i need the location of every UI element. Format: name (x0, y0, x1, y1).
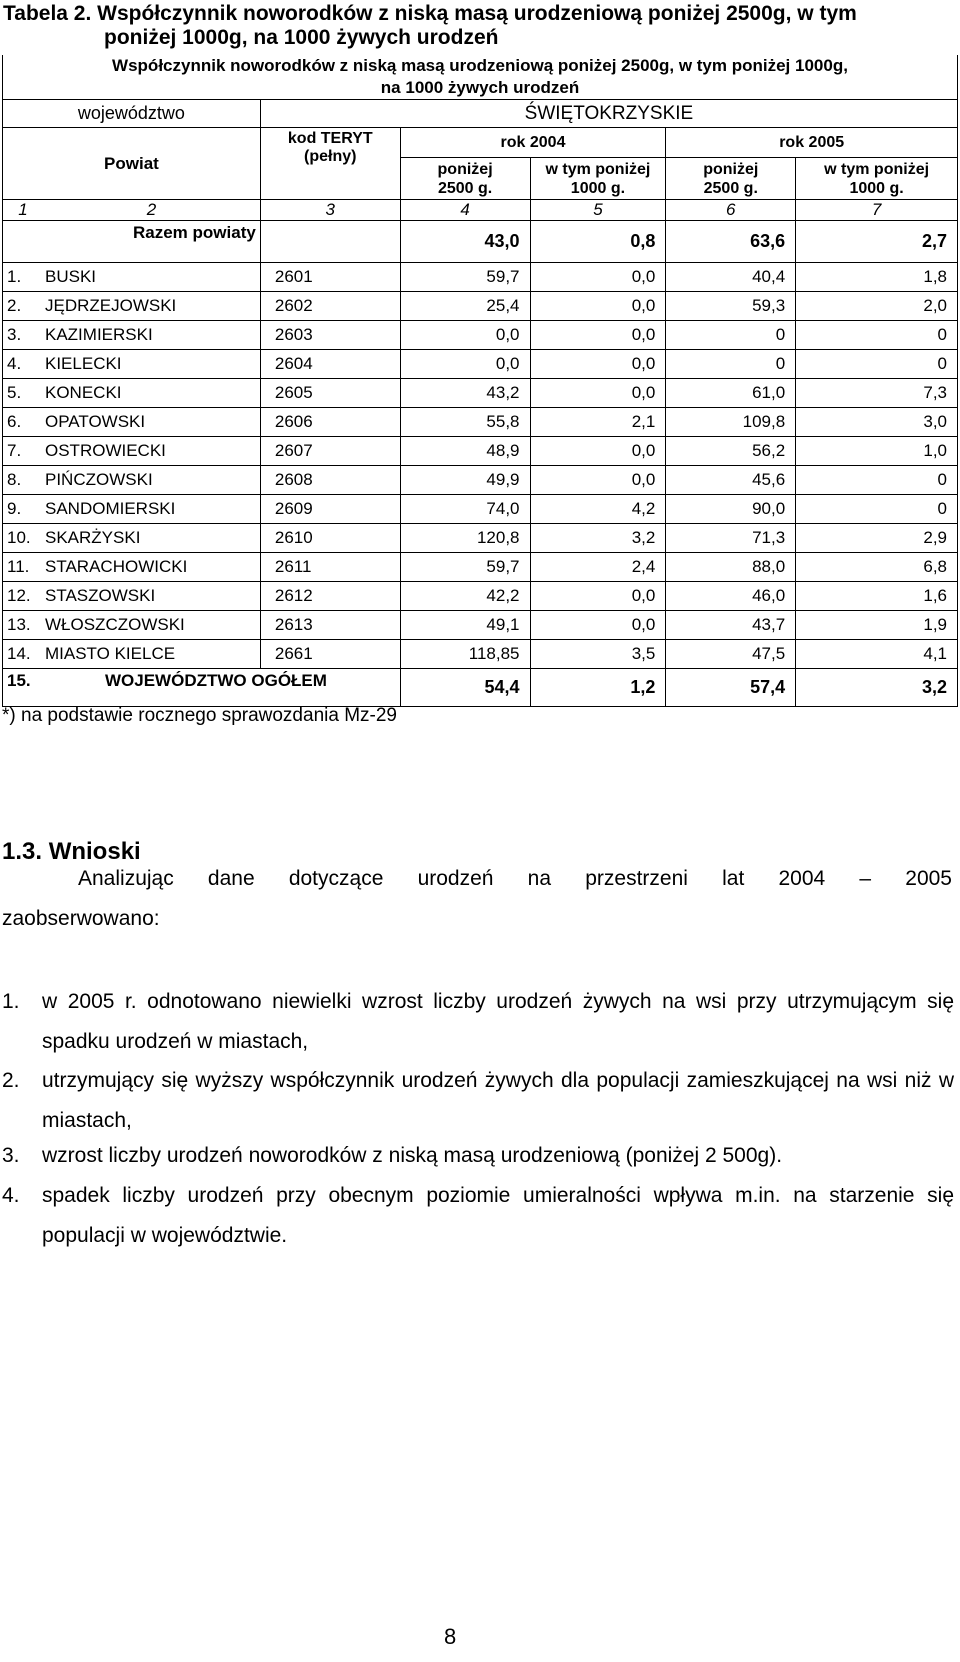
conclusion-number: 4. (2, 1184, 20, 1207)
value-2004-below-1000: 0,0 (530, 582, 666, 611)
value-2004-below-1000: 0,0 (530, 292, 666, 321)
conclusion-text: spadek liczby urodzeń przy obecnym poziomie umieralności wpływa m.in. na starzenie się populacji w województwie. (42, 1184, 954, 1247)
value-2005-below-2500: 109,8 (666, 408, 796, 437)
district-cell (3, 379, 261, 408)
value-2005-below-2500: 46,0 (666, 582, 796, 611)
value-2004-below-2500: 49,1 (400, 611, 530, 640)
district-cell (3, 321, 261, 350)
district-cell (3, 611, 261, 640)
value-2005-below-1000: 1,0 (796, 437, 958, 466)
value-2004-below-1000: 0,0 (530, 466, 666, 495)
table-row (3, 524, 958, 553)
row-number: 5. (7, 383, 22, 402)
column-index: 3 (260, 200, 400, 221)
value-2005-below-1000: 0 (796, 321, 958, 350)
table-row (3, 495, 958, 524)
grand-total-number: 15. (7, 671, 31, 690)
value-2004-below-2500: 120,8 (400, 524, 530, 553)
value-2004-below-2500: 42,2 (400, 582, 530, 611)
sub-header-line: poniżej (703, 160, 759, 178)
sub-header-2005-below-2500 (666, 158, 796, 200)
value-2005-below-2500: 56,2 (666, 437, 796, 466)
teryt-code: 2613 (260, 611, 400, 640)
sub-header-line: 1000 g. (570, 179, 626, 197)
district-cell (3, 524, 261, 553)
column-index-row (3, 200, 958, 221)
row-number: 13. (7, 615, 31, 634)
intro-line-1: Analizując dane dotyczące urodzeń na przestrzeni lat 2004 – 2005 (78, 867, 952, 890)
district-name: PIŃCZOWSKI (45, 470, 153, 489)
row-number: 14. (7, 644, 31, 663)
row-number: 8. (7, 470, 22, 489)
row-number: 6. (7, 412, 22, 431)
year-2004-header: rok 2004 (400, 128, 666, 158)
district-name: STASZOWSKI (45, 586, 156, 605)
row-number: 12. (7, 586, 31, 605)
value-2004-below-2500: 43,2 (400, 379, 530, 408)
teryt-code: 2601 (260, 263, 400, 292)
data-table (2, 55, 958, 707)
district-cell (3, 263, 261, 292)
sub-header-2004-below-1000 (530, 158, 666, 200)
grand-total-label-cell (3, 669, 401, 707)
table-caption (0, 2, 960, 50)
row-number: 7. (7, 441, 22, 460)
value-2004-below-1000: 0,0 (530, 611, 666, 640)
value-2005-below-2500: 90,0 (666, 495, 796, 524)
total-v1: 43,0 (400, 221, 530, 263)
district-cell (3, 582, 261, 611)
value-2004-below-1000: 0,0 (530, 379, 666, 408)
value-2005-below-2500: 40,4 (666, 263, 796, 292)
column-index-cell (3, 200, 261, 221)
conclusion-item (2, 1061, 954, 1141)
table-row (3, 321, 958, 350)
caption-line-2: poniżej 1000g, na 1000 żywych urodzeń (104, 26, 499, 49)
table-row (3, 582, 958, 611)
section-title: 1.3. Wnioski (2, 838, 141, 865)
table-title-line-2: na 1000 żywych urodzeń (380, 78, 580, 97)
sub-header-2005-below-1000 (796, 158, 958, 200)
conclusion-number: 1. (2, 990, 20, 1013)
conclusion-text: wzrost liczby urodzeń noworodków z niską masą urodzeniową (poniżej 2 500g). (42, 1144, 783, 1167)
teryt-header-line-1: kod TERYT (287, 130, 373, 147)
value-2004-below-1000: 0,0 (530, 263, 666, 292)
grand-total-row (3, 669, 958, 707)
district-name: KIELECKI (45, 354, 122, 373)
value-2005-below-2500: 88,0 (666, 553, 796, 582)
year-2005-header: rok 2005 (666, 128, 958, 158)
value-2004-below-2500: 49,9 (400, 466, 530, 495)
table-row (3, 553, 958, 582)
value-2005-below-1000: 1,6 (796, 582, 958, 611)
value-2004-below-2500: 74,0 (400, 495, 530, 524)
value-2004-below-1000: 0,0 (530, 350, 666, 379)
district-cell (3, 408, 261, 437)
table-row (3, 379, 958, 408)
conclusion-number: 2. (2, 1069, 20, 1092)
table-row (3, 350, 958, 379)
teryt-code: 2605 (260, 379, 400, 408)
district-name: WŁOSZCZOWSKI (45, 615, 185, 634)
table-row (3, 437, 958, 466)
row-number: 10. (7, 528, 31, 547)
sub-header-2004-below-2500 (400, 158, 530, 200)
column-index: 1 (18, 200, 28, 219)
caption-line-1: Tabela 2. Współczynnik noworodków z niską masą urodzeniową poniżej 2500g, w tym (3, 2, 857, 25)
value-2005-below-1000: 3,0 (796, 408, 958, 437)
teryt-code: 2608 (260, 466, 400, 495)
teryt-code: 2606 (260, 408, 400, 437)
value-2004-below-2500: 59,7 (400, 553, 530, 582)
district-cell (3, 466, 261, 495)
total-row (3, 221, 958, 263)
table-row (3, 292, 958, 321)
value-2005-below-2500: 43,7 (666, 611, 796, 640)
value-2005-below-2500: 71,3 (666, 524, 796, 553)
value-2004-below-2500: 118,85 (400, 640, 530, 669)
sub-header-line: poniżej (437, 160, 493, 178)
column-index: 7 (796, 200, 958, 221)
district-rows (3, 263, 958, 669)
teryt-code: 2604 (260, 350, 400, 379)
district-cell (3, 437, 261, 466)
grand-total-v3: 57,4 (666, 669, 796, 707)
district-cell (3, 495, 261, 524)
value-2004-below-1000: 3,2 (530, 524, 666, 553)
grand-total-v4: 3,2 (796, 669, 958, 707)
value-2004-below-2500: 55,8 (400, 408, 530, 437)
value-2004-below-1000: 2,1 (530, 408, 666, 437)
district-name: KONECKI (45, 383, 122, 402)
column-index: 2 (146, 200, 157, 219)
sub-header-line: w tym poniżej (824, 160, 930, 178)
column-index: 4 (400, 200, 530, 221)
teryt-code: 2610 (260, 524, 400, 553)
district-cell (3, 640, 261, 669)
conclusion-item (2, 982, 954, 1062)
teryt-code: 2612 (260, 582, 400, 611)
conclusion-item (2, 1176, 954, 1256)
teryt-code: 2611 (260, 553, 400, 582)
district-name: JĘDRZEJOWSKI (45, 296, 177, 315)
conclusion-text: utrzymujący się wyższy współczynnik urodzeń żywych dla populacji zamieszkującej na wsi niż w miastach, (42, 1069, 954, 1132)
district-name: KAZIMIERSKI (45, 325, 153, 344)
district-name: OSTROWIECKI (45, 441, 166, 460)
page-number: 8 (444, 1624, 457, 1649)
row-number: 1. (7, 267, 22, 286)
sub-header-line: 2500 g. (703, 179, 758, 197)
value-2004-below-1000: 0,0 (530, 321, 666, 350)
total-v3: 63,6 (666, 221, 796, 263)
grand-total-v1: 54,4 (400, 669, 530, 707)
value-2004-below-2500: 0,0 (400, 350, 530, 379)
value-2005-below-1000: 4,1 (796, 640, 958, 669)
district-cell (3, 553, 261, 582)
value-2004-below-2500: 59,7 (400, 263, 530, 292)
district-name: SKARŻYSKI (45, 528, 141, 547)
wojewodztwo-label: województwo (3, 100, 261, 128)
table-row (3, 611, 958, 640)
sub-header-line: w tym poniżej (545, 160, 651, 178)
total-v4: 2,7 (796, 221, 958, 263)
value-2005-below-1000: 6,8 (796, 553, 958, 582)
teryt-code: 2661 (260, 640, 400, 669)
sub-header-line: 2500 g. (437, 179, 493, 197)
footnote: *) na podstawie rocznego sprawozdania Mz-29 (2, 705, 397, 726)
teryt-code: 2607 (260, 437, 400, 466)
value-2005-below-2500: 59,3 (666, 292, 796, 321)
value-2005-below-1000: 2,9 (796, 524, 958, 553)
table-title (3, 55, 958, 100)
value-2005-below-2500: 0 (666, 350, 796, 379)
value-2005-below-2500: 61,0 (666, 379, 796, 408)
district-name: MIASTO KIELCE (45, 644, 176, 663)
total-label: Razem powiaty (3, 221, 261, 263)
total-teryt (260, 221, 400, 263)
teryt-code: 2602 (260, 292, 400, 321)
grand-total-v2: 1,2 (530, 669, 666, 707)
row-number: 4. (7, 354, 22, 373)
table-row (3, 263, 958, 292)
row-number: 11. (7, 557, 30, 576)
teryt-code: 2609 (260, 495, 400, 524)
total-v2: 0,8 (530, 221, 666, 263)
district-name: BUSKI (45, 267, 97, 286)
table-title-line-1: Współczynnik noworodków z niską masą urodzeniową poniżej 2500g, w tym poniżej 1000g, (112, 56, 848, 75)
district-name: SANDOMIERSKI (45, 499, 176, 518)
value-2004-below-2500: 25,4 (400, 292, 530, 321)
teryt-code: 2603 (260, 321, 400, 350)
value-2005-below-2500: 45,6 (666, 466, 796, 495)
district-name: OPATOWSKI (45, 412, 146, 431)
value-2005-below-2500: 47,5 (666, 640, 796, 669)
sub-header-line: 1000 g. (849, 179, 904, 197)
table-row (3, 640, 958, 669)
value-2005-below-1000: 0 (796, 466, 958, 495)
table-row (3, 466, 958, 495)
value-2005-below-1000: 2,0 (796, 292, 958, 321)
value-2005-below-1000: 0 (796, 495, 958, 524)
value-2004-below-1000: 2,4 (530, 553, 666, 582)
column-index: 6 (666, 200, 796, 221)
row-number: 3. (7, 325, 22, 344)
value-2004-below-1000: 0,0 (530, 437, 666, 466)
intro-line-2: zaobserwowano: (2, 907, 160, 930)
value-2004-below-1000: 3,5 (530, 640, 666, 669)
grand-total-label: WOJEWÓDZTWO OGÓŁEM (105, 671, 327, 690)
teryt-header-line-2: (pełny) (304, 148, 357, 165)
value-2005-below-1000: 1,9 (796, 611, 958, 640)
column-index: 5 (530, 200, 666, 221)
value-2005-below-1000: 7,3 (796, 379, 958, 408)
value-2005-below-1000: 1,8 (796, 263, 958, 292)
district-cell (3, 350, 261, 379)
value-2004-below-2500: 48,9 (400, 437, 530, 466)
row-number: 2. (7, 296, 22, 315)
district-name: STARACHOWICKI (45, 557, 188, 576)
wojewodztwo-value: ŚWIĘTOKRZYSKIE (260, 100, 957, 128)
value-2005-below-2500: 0 (666, 321, 796, 350)
teryt-header (260, 128, 400, 200)
value-2004-below-1000: 4,2 (530, 495, 666, 524)
value-2004-below-2500: 0,0 (400, 321, 530, 350)
value-2005-below-1000: 0 (796, 350, 958, 379)
conclusion-text: w 2005 r. odnotowano niewielki wzrost liczby urodzeń żywych na wsi przy utrzymującym się spadku urodzeń w miastach, (42, 990, 954, 1053)
conclusion-number: 3. (2, 1144, 20, 1167)
row-number: 9. (7, 499, 22, 518)
conclusion-item (2, 1136, 954, 1176)
table-row (3, 408, 958, 437)
district-cell (3, 292, 261, 321)
powiat-header: Powiat (3, 128, 261, 200)
